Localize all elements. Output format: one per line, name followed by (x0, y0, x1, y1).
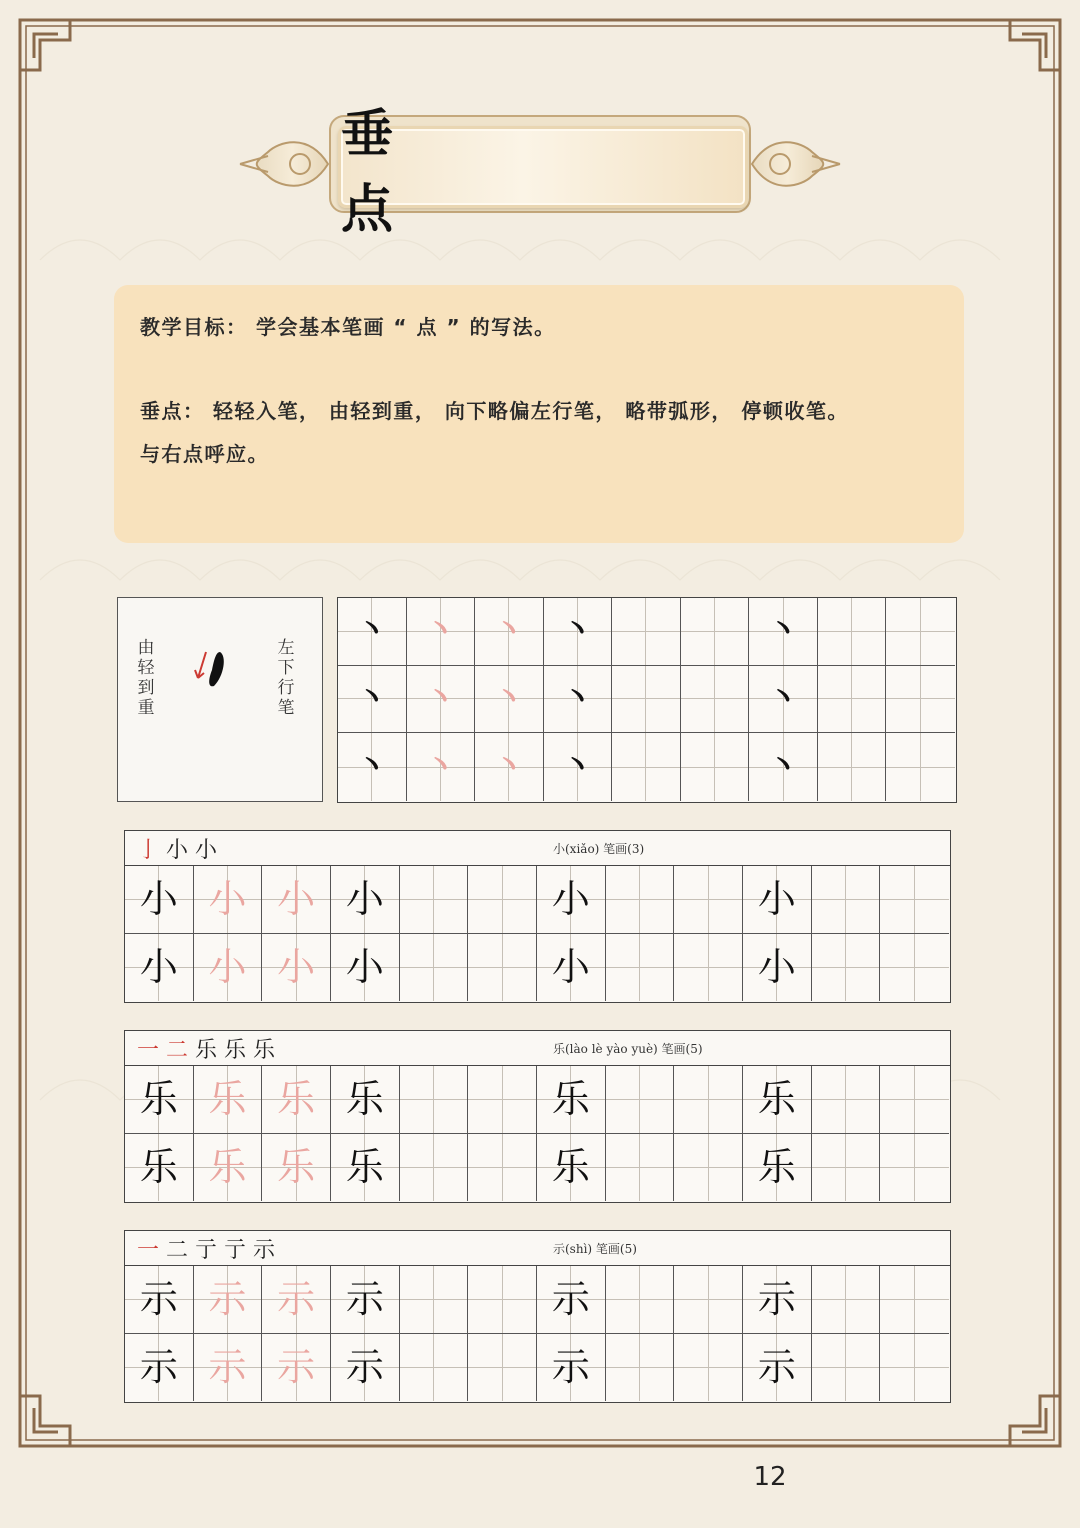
stroke-order-step: 小 (166, 838, 195, 863)
practice-cell[interactable] (674, 1266, 743, 1334)
practice-cell[interactable] (125, 1066, 194, 1134)
practice-cell[interactable] (880, 934, 949, 1002)
stroke-order-sequence (137, 1233, 275, 1264)
model-stroke: 丶 (356, 680, 387, 716)
stroke-description: 垂点： 轻轻入笔， 由轻到重， 向下略偏左行笔， 略带弧形， 停顿收笔。 (140, 399, 849, 423)
pronunciation-label: 示(shì) 笔画(5) (553, 1242, 637, 1256)
practice-cell[interactable] (331, 934, 400, 1002)
model-stroke: 丶 (768, 749, 799, 785)
practice-cell[interactable] (880, 866, 949, 934)
practice-cell[interactable] (743, 1066, 812, 1134)
practice-cell[interactable] (537, 1334, 606, 1402)
stroke-practice-cell[interactable] (338, 733, 407, 801)
stroke-practice-cell[interactable] (338, 598, 407, 666)
pronunciation-label: 乐(lào lè yào yuè) 笔画(5) (553, 1042, 703, 1056)
model-stroke: 丶 (562, 749, 593, 785)
model-character: 小 (757, 945, 796, 990)
stroke-practice-cell[interactable] (818, 598, 887, 666)
practice-cell[interactable] (194, 934, 263, 1002)
practice-cell[interactable] (400, 1066, 469, 1134)
trace-stroke: 丶 (493, 613, 524, 649)
practice-cell[interactable] (194, 1266, 263, 1334)
practice-cell[interactable] (606, 1066, 675, 1134)
practice-cell[interactable] (880, 1334, 949, 1402)
character-practice-grid (124, 1265, 951, 1403)
practice-cell[interactable] (468, 1134, 537, 1202)
practice-cell[interactable] (812, 1334, 881, 1402)
practice-cell[interactable] (743, 866, 812, 934)
stroke-order-step: 一 (137, 1038, 166, 1063)
model-character: 小 (551, 945, 590, 990)
stroke-order-header (124, 1230, 951, 1265)
practice-cell[interactable] (125, 934, 194, 1002)
model-stroke: 丶 (562, 680, 593, 716)
page-title: 垂 点 (341, 104, 834, 240)
practice-cell[interactable] (194, 866, 263, 934)
trace-stroke: 丶 (493, 680, 524, 716)
stroke-practice-grid (337, 597, 957, 803)
practice-cell[interactable] (125, 1334, 194, 1402)
practice-cell[interactable] (400, 1134, 469, 1202)
trace-character: 小 (277, 877, 316, 922)
practice-cell[interactable] (125, 866, 194, 934)
model-character: 示 (551, 1277, 590, 1322)
practice-cell[interactable] (743, 1334, 812, 1402)
practice-cell[interactable] (194, 1134, 263, 1202)
practice-cell[interactable] (468, 934, 537, 1002)
trace-character: 示 (208, 1345, 247, 1390)
practice-cell[interactable] (812, 1066, 881, 1134)
practice-cell[interactable] (468, 1066, 537, 1134)
practice-cell[interactable] (400, 934, 469, 1002)
model-character: 示 (757, 1277, 796, 1322)
practice-cell[interactable] (537, 1266, 606, 1334)
practice-cell[interactable] (262, 866, 331, 934)
model-character: 乐 (345, 1145, 384, 1190)
practice-cell[interactable] (262, 1266, 331, 1334)
model-stroke: 丶 (356, 749, 387, 785)
practice-cell[interactable] (331, 1134, 400, 1202)
model-stroke: 丶 (768, 680, 799, 716)
model-character: 小 (139, 877, 178, 922)
practice-cell[interactable] (606, 1266, 675, 1334)
stroke-order-sequence (137, 1033, 275, 1064)
stroke-practice-cell[interactable] (886, 666, 955, 734)
practice-cell[interactable] (880, 1266, 949, 1334)
trace-character: 小 (208, 877, 247, 922)
stroke-practice-cell[interactable] (749, 598, 818, 666)
stroke-order-step: 乐 (253, 1038, 276, 1063)
stroke-practice-cell[interactable] (544, 733, 613, 801)
trace-character: 乐 (208, 1145, 247, 1190)
left-note: 由 轻 到 重 (137, 638, 155, 718)
practice-cell[interactable] (880, 1066, 949, 1134)
stroke-practice-cell[interactable] (544, 598, 613, 666)
stroke-practice-cell[interactable] (544, 666, 613, 734)
stroke-practice-cell[interactable] (475, 598, 544, 666)
practice-cell[interactable] (331, 1334, 400, 1402)
practice-cell[interactable] (468, 1334, 537, 1402)
practice-cell[interactable] (606, 934, 675, 1002)
stroke-order-sequence (137, 833, 217, 864)
stroke-practice-cell[interactable] (818, 733, 887, 801)
model-character: 示 (551, 1345, 590, 1390)
model-character: 示 (345, 1277, 384, 1322)
trace-character: 乐 (208, 1077, 247, 1122)
practice-cell[interactable] (743, 1134, 812, 1202)
trace-character: 示 (277, 1277, 316, 1322)
model-character: 乐 (757, 1145, 796, 1190)
model-character: 乐 (139, 1077, 178, 1122)
practice-cell[interactable] (262, 934, 331, 1002)
practice-cell[interactable] (400, 1334, 469, 1402)
practice-cell[interactable] (812, 1134, 881, 1202)
practice-cell[interactable] (674, 1066, 743, 1134)
character-practice-grid (124, 1065, 951, 1203)
trace-character: 乐 (277, 1077, 316, 1122)
stroke-practice-cell[interactable] (886, 598, 955, 666)
practice-cell[interactable] (812, 1266, 881, 1334)
model-character: 小 (757, 877, 796, 922)
stroke-practice-cell[interactable] (886, 733, 955, 801)
stroke-practice-cell[interactable] (338, 666, 407, 734)
practice-cell[interactable] (400, 866, 469, 934)
practice-cell[interactable] (125, 1134, 194, 1202)
model-character: 小 (551, 877, 590, 922)
practice-cell[interactable] (194, 1334, 263, 1402)
practice-cell[interactable] (331, 1266, 400, 1334)
practice-cell[interactable] (262, 1334, 331, 1402)
trace-stroke: 丶 (425, 749, 456, 785)
practice-cell[interactable] (400, 1266, 469, 1334)
stroke-order-step: 乐 (195, 1038, 224, 1063)
model-character: 乐 (345, 1077, 384, 1122)
stroke-order-step: 示 (253, 1238, 276, 1263)
model-character: 乐 (551, 1145, 590, 1190)
stroke-practice-cell[interactable] (407, 666, 476, 734)
stroke-practice-cell[interactable] (475, 666, 544, 734)
model-character: 乐 (551, 1077, 590, 1122)
model-character: 小 (345, 945, 384, 990)
title-banner (238, 104, 842, 240)
practice-cell[interactable] (194, 1066, 263, 1134)
stroke-demo-box (117, 597, 323, 802)
stroke-order-header (124, 830, 951, 865)
stroke-order-step: 一 (137, 1238, 166, 1263)
practice-cell[interactable] (262, 1066, 331, 1134)
stroke-practice-cell[interactable] (612, 598, 681, 666)
practice-cell[interactable] (606, 1334, 675, 1402)
model-character: 示 (757, 1345, 796, 1390)
practice-cell[interactable] (537, 866, 606, 934)
model-character: 示 (139, 1345, 178, 1390)
stroke-practice-cell[interactable] (475, 733, 544, 801)
stroke-order-step: 乐 (224, 1038, 253, 1063)
stroke-order-step: 二 (166, 1038, 195, 1063)
stroke-practice-cell[interactable] (407, 598, 476, 666)
practice-cell[interactable] (537, 934, 606, 1002)
model-stroke: 丶 (356, 613, 387, 649)
trace-stroke: 丶 (425, 680, 456, 716)
stroke-order-step: 小 (195, 838, 218, 863)
stroke-practice-cell[interactable] (749, 733, 818, 801)
pronunciation-label: 小(xiǎo) 笔画(3) (553, 842, 645, 856)
model-stroke: 丶 (562, 613, 593, 649)
practice-cell[interactable] (674, 1334, 743, 1402)
stroke-order-step: 二 (166, 1238, 195, 1263)
practice-cell[interactable] (125, 1266, 194, 1334)
model-character: 小 (139, 945, 178, 990)
stroke-practice-cell[interactable] (681, 666, 750, 734)
practice-cell[interactable] (262, 1134, 331, 1202)
stroke-description-2: 与右点呼应。 (140, 442, 269, 466)
model-character: 乐 (757, 1077, 796, 1122)
teaching-objective-box (114, 285, 964, 543)
practice-cell[interactable] (468, 866, 537, 934)
practice-cell[interactable] (331, 1066, 400, 1134)
page-number: 12 (753, 1462, 787, 1492)
stroke-practice-cell[interactable] (612, 733, 681, 801)
stroke-example-icon (192, 646, 232, 696)
stroke-practice-cell[interactable] (749, 666, 818, 734)
character-practice-grid (124, 865, 951, 1003)
trace-stroke: 丶 (425, 613, 456, 649)
practice-cell[interactable] (674, 934, 743, 1002)
trace-stroke: 丶 (493, 749, 524, 785)
practice-cell[interactable] (331, 866, 400, 934)
trace-character: 示 (277, 1345, 316, 1390)
model-character: 示 (139, 1277, 178, 1322)
trace-character: 示 (208, 1277, 247, 1322)
model-stroke: 丶 (768, 613, 799, 649)
practice-cell[interactable] (812, 866, 881, 934)
model-character: 示 (345, 1345, 384, 1390)
trace-character: 小 (277, 945, 316, 990)
practice-cell[interactable] (812, 934, 881, 1002)
stroke-order-step: 亅 (137, 838, 166, 863)
title-plate (338, 104, 834, 240)
stroke-order-header (124, 1030, 951, 1065)
practice-cell[interactable] (674, 866, 743, 934)
stroke-practice-cell[interactable] (818, 666, 887, 734)
stroke-practice-cell[interactable] (681, 733, 750, 801)
stroke-practice-cell[interactable] (681, 598, 750, 666)
practice-cell[interactable] (743, 1266, 812, 1334)
stroke-practice-cell[interactable] (612, 666, 681, 734)
practice-cell[interactable] (537, 1066, 606, 1134)
practice-cell[interactable] (743, 934, 812, 1002)
model-character: 小 (345, 877, 384, 922)
stroke-practice-cell[interactable] (407, 733, 476, 801)
stroke-order-step: 亍 (224, 1238, 253, 1263)
practice-cell[interactable] (606, 1134, 675, 1202)
model-character: 乐 (139, 1145, 178, 1190)
right-note: 左 下 行 笔 (277, 638, 295, 718)
stroke-order-step: 亍 (195, 1238, 224, 1263)
trace-character: 小 (208, 945, 247, 990)
practice-cell[interactable] (468, 1266, 537, 1334)
practice-cell[interactable] (606, 866, 675, 934)
practice-cell[interactable] (537, 1134, 606, 1202)
practice-cell[interactable] (674, 1134, 743, 1202)
trace-character: 乐 (277, 1145, 316, 1190)
practice-cell[interactable] (880, 1134, 949, 1202)
teaching-goal: 教学目标： 学会基本笔画 “ 点 ” 的写法。 (140, 315, 556, 339)
